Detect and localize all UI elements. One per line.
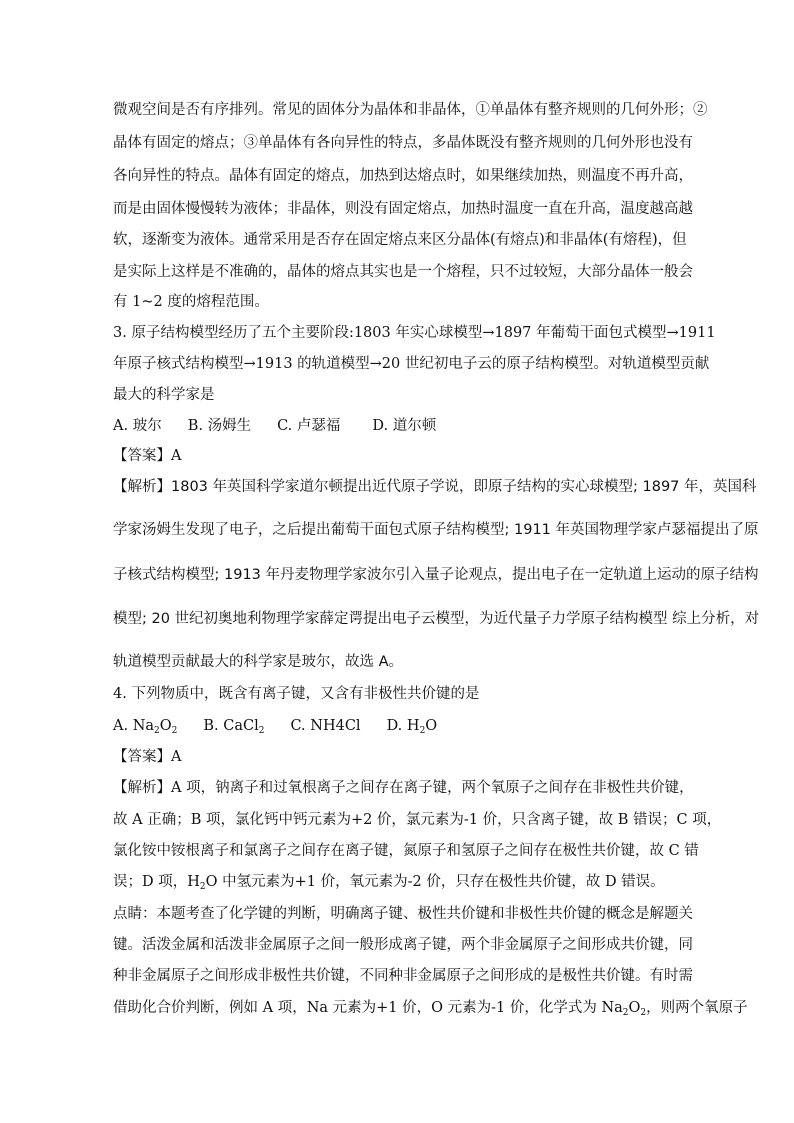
body-line: 微观空间是否有序排列。常见的固体分为晶体和非晶体，①单晶体有整齐规则的几何外形；② [113, 102, 708, 118]
option-b: B. 汤姆生 [187, 418, 252, 434]
answer-label: 【答案】A [113, 448, 182, 464]
analysis-line: 模型; 20 世纪初奥地利物理学家薛定谔提出电子云模型，为近代量子力学原子结构模型 综上分析，对 [113, 611, 760, 627]
question-3-stem: 3. 原子结构模型经历了五个主要阶段:1803 年实心球模型→1897 年葡萄干面包式模型→1911 [113, 325, 716, 341]
note-line: 点睛：本题考查了化学键的判断，明确离子键、极性共价键和非极性共价键的概念是解题关 [113, 906, 693, 922]
analysis-line: 氯化铵中铵根离子和氯离子之间存在离子键，氮原子和氢原子之间存在极性共价键，故 C 错 [113, 843, 699, 859]
body-line: 有 1~2 度的熔程范围。 [113, 294, 269, 310]
body-line: 而是由固体慢慢转为液体；非晶体，则没有固定熔点，加热时温度一直在升高，温度越高越 [113, 201, 693, 217]
analysis-line: 学家汤姆生发现了电子，之后提出葡萄干面包式原子结构模型; 1911 年英国物理学家卢瑟福提出了原 [113, 522, 759, 538]
option-a: A. 玻尔 [113, 418, 162, 434]
option-d: D. 道尔顿 [372, 418, 437, 434]
option-b: B. CaCl$_2$ [203, 718, 265, 736]
note-line: 键。活泼金属和活泼非金属原子之间一般形成离子键，两个非金属原子之间形成共价键，同 [113, 937, 693, 953]
body-line: 软，逐渐变为液体。通常采用是否存在固定熔点来区分晶体(有熔点)和非晶体(有熔程)，但 [113, 232, 687, 248]
question-4-stem: 4. 下列物质中，既含有离子键，又含有非极性共价键的是 [113, 686, 480, 702]
body-line: 晶体有固定的熔点；③单晶体有各向异性的特点，多晶体既没有整齐规则的几何外形也没有 [113, 135, 693, 151]
option-a: A. $Na_2O_2$ [113, 718, 178, 736]
question-3-options [113, 416, 462, 436]
answer-label: 【答案】A [113, 749, 182, 765]
analysis-line: 故 A 正确；B 项，氯化钙中钙元素为+2 价，氯元素为-1 价，只含离子键，故 B 错误；C 项， [113, 812, 722, 828]
analysis-line: 【解析】1803 年英国科学家道尔顿提出近代原子学说，即原子结构的实心球模型; 1897 年，英国科 [113, 479, 757, 495]
question-3-stem: 最大的科学家是 [113, 387, 215, 403]
analysis-line: 【解析】A 项，钠离子和过氧根离子之间存在离子键，两个氧原子之间存在非极性共价键， [113, 780, 694, 796]
body-line: 是实际上这样是不准确的，晶体的熔点其实也是一个熔程，只不过较短，大部分晶体一般会 [113, 264, 693, 280]
note-line: 种非金属原子之间形成非极性共价键，不同种非金属原子之间形成的是极性共价键。有时需 [113, 968, 693, 984]
body-line: 各向异性的特点。晶体有固定的熔点，加热到达熔点时，如果继续加热，则温度不再升高， [113, 168, 693, 184]
note-line: 借助化合价判断，例如 A 项，Na 元素为+1 价，O 元素为-1 价，化学式为 $Na_2O_2$，则两个氧原子 [113, 1000, 748, 1018]
analysis-line: 误；D 项，$H_2O$ 中氢元素为+1 价，氧元素为-2 价，只存在极性共价键，故 D 错误。 [113, 874, 665, 892]
analysis-line: 子核式结构模型; 1913 年丹麦物理学家波尔引入量子论观点，提出电子在一定轨道上运动的原子结构 [113, 567, 759, 583]
option-c: C. 卢瑟福 [277, 418, 341, 434]
option-d: D. $H_2O$ [386, 718, 438, 736]
analysis-line: 轨道模型贡献最大的科学家是玻尔，故选 A。 [113, 654, 404, 670]
question-3-stem: 年原子核式结构模型→1913 的轨道模型→20 世纪初电子云的原子结构模型。对轨道模型贡献 [113, 356, 710, 372]
option-c: C. NH4Cl [290, 718, 361, 734]
question-4-options [113, 716, 463, 736]
